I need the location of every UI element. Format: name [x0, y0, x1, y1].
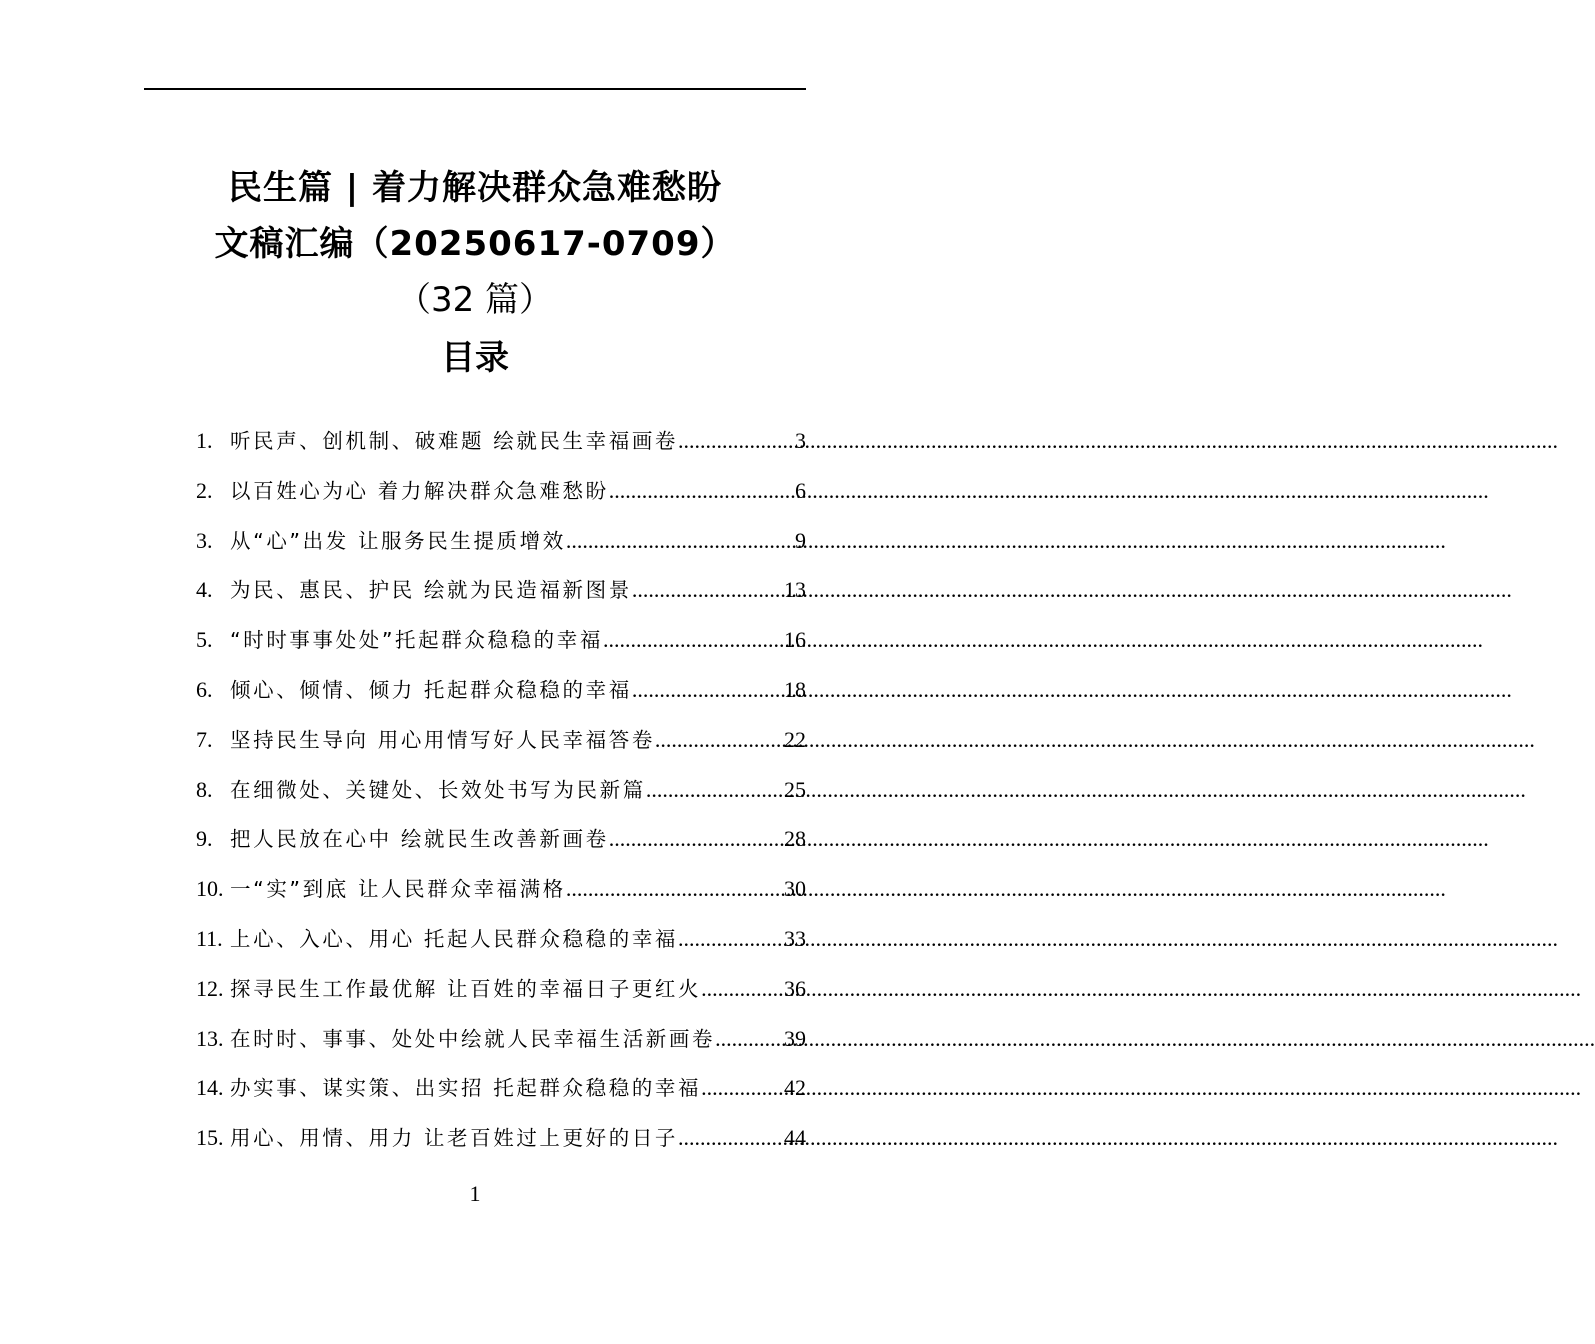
toc-dot-leader — [566, 864, 784, 914]
toc-entry-number: 15. — [196, 1125, 224, 1151]
toc-entry[interactable] — [196, 1113, 806, 1163]
toc-entry-page: 33 — [784, 925, 806, 951]
toc-entry-page: 28 — [784, 826, 806, 852]
toc-dot-leader — [632, 665, 784, 715]
toc-entry[interactable] — [196, 466, 806, 516]
toc-entry[interactable] — [196, 1063, 806, 1113]
toc-heading: 目录 — [441, 338, 509, 378]
toc-dot-leader — [603, 615, 784, 665]
toc-entry-number: 2. — [196, 477, 213, 503]
toc-entry-title: 以百姓心为心 着力解决群众急难愁盼 — [230, 478, 609, 503]
toc-entry-page: 18 — [784, 676, 806, 702]
toc-entry-title: 上心、入心、用心 托起人民群众稳稳的幸福 — [230, 926, 679, 951]
toc-dot-leader — [646, 765, 784, 815]
document-title-line-2: 文稿汇编（20250617-0709） — [214, 224, 736, 264]
toc-entry-page: 36 — [784, 975, 806, 1001]
toc-entry-page: 16 — [784, 627, 806, 653]
toc-entry-number: 4. — [196, 577, 213, 603]
toc-entry-title: 从“心”出发 让服务民生提质增效 — [230, 528, 566, 553]
toc-entry[interactable] — [196, 914, 806, 964]
toc-dot-leader — [566, 516, 795, 566]
toc-entry-number: 7. — [196, 726, 213, 752]
toc-entry[interactable] — [196, 964, 806, 1014]
toc-entry-page: 39 — [784, 1025, 806, 1051]
toc-entry[interactable] — [196, 615, 806, 665]
toc-entry-page: 9 — [795, 527, 806, 553]
toc-entry-number: 8. — [196, 776, 213, 802]
toc-dot-leader — [701, 1063, 784, 1113]
toc-dot-leader — [655, 715, 784, 765]
toc-entry-title: 倾心、倾情、倾力 托起群众稳稳的幸福 — [230, 677, 632, 702]
toc-entry-title: 为民、惠民、护民 绘就为民造福新图景 — [230, 578, 632, 603]
document-count-line: （32 篇） — [396, 280, 554, 320]
toc-entry-page: 3 — [795, 428, 806, 453]
toc-entry-page: 30 — [784, 876, 806, 902]
toc-entry[interactable] — [196, 565, 806, 615]
document-title-block — [0, 160, 950, 386]
toc-entry[interactable] — [196, 516, 806, 566]
toc-entry-title: 把人民放在心中 绘就民生改善新画卷 — [230, 827, 609, 852]
toc-entry[interactable] — [196, 715, 806, 765]
toc-entry-title: 用心、用情、用力 让老百姓过上更好的日子 — [230, 1126, 679, 1151]
toc-entry-number: 12. — [196, 975, 224, 1001]
toc-entry[interactable] — [196, 814, 806, 864]
toc-entry-title: 办实事、谋实策、出实招 托起群众稳稳的幸福 — [230, 1076, 702, 1101]
toc-entry-number: 1. — [196, 428, 213, 453]
toc-entry-title: 一“实”到底 让人民群众幸福满格 — [230, 877, 566, 902]
table-of-contents — [196, 416, 806, 1163]
toc-entry-number: 9. — [196, 826, 213, 852]
toc-dot-leader — [609, 814, 784, 864]
toc-entry-title: 在细微处、关键处、长效处书写为民新篇 — [230, 777, 646, 802]
toc-entry-page: 22 — [784, 726, 806, 752]
toc-entry-title: 探寻民生工作最优解 让百姓的幸福日子更红火 — [230, 976, 702, 1001]
toc-entry-page: 44 — [784, 1125, 806, 1151]
toc-entry[interactable] — [196, 416, 806, 466]
toc-entry-title: “时时事事处处”托起群众稳稳的幸福 — [230, 628, 603, 653]
toc-entry-number: 6. — [196, 676, 213, 702]
toc-entry-page: 6 — [795, 477, 806, 503]
toc-entry[interactable] — [196, 765, 806, 815]
toc-entry-page: 42 — [784, 1075, 806, 1101]
toc-entry[interactable] — [196, 864, 806, 914]
toc-entry-title: 在时时、事事、处处中绘就人民幸福生活新画卷 — [230, 1026, 716, 1051]
toc-entry-page: 25 — [784, 776, 806, 802]
toc-entry-number: 3. — [196, 527, 213, 553]
toc-entry-number: 11. — [196, 925, 223, 951]
toc-dot-leader — [678, 1113, 784, 1163]
toc-entry-title: 听民声、创机制、破难题 绘就民生幸福画卷 — [230, 429, 679, 453]
toc-dot-leader — [609, 466, 795, 516]
toc-entry-number: 14. — [196, 1075, 224, 1101]
document-title-line-1: 民生篇 | 着力解决群众急难愁盼 — [227, 168, 723, 208]
toc-entry-page: 13 — [784, 577, 806, 603]
toc-dot-leader — [678, 416, 795, 466]
toc-entry-number: 10. — [196, 876, 224, 902]
toc-entry[interactable] — [196, 1014, 806, 1064]
toc-dot-leader — [701, 964, 784, 1014]
toc-entry-title: 坚持民生导向 用心用情写好人民幸福答卷 — [230, 727, 655, 752]
page-number: 1 — [469, 1181, 481, 1206]
header-rule — [144, 88, 806, 90]
toc-entry[interactable] — [196, 665, 806, 715]
toc-dot-leader — [678, 914, 784, 964]
toc-entry-number: 5. — [196, 627, 213, 653]
toc-entry-number: 13. — [196, 1025, 224, 1051]
toc-dot-leader — [632, 565, 784, 615]
toc-dot-leader — [715, 1014, 784, 1064]
